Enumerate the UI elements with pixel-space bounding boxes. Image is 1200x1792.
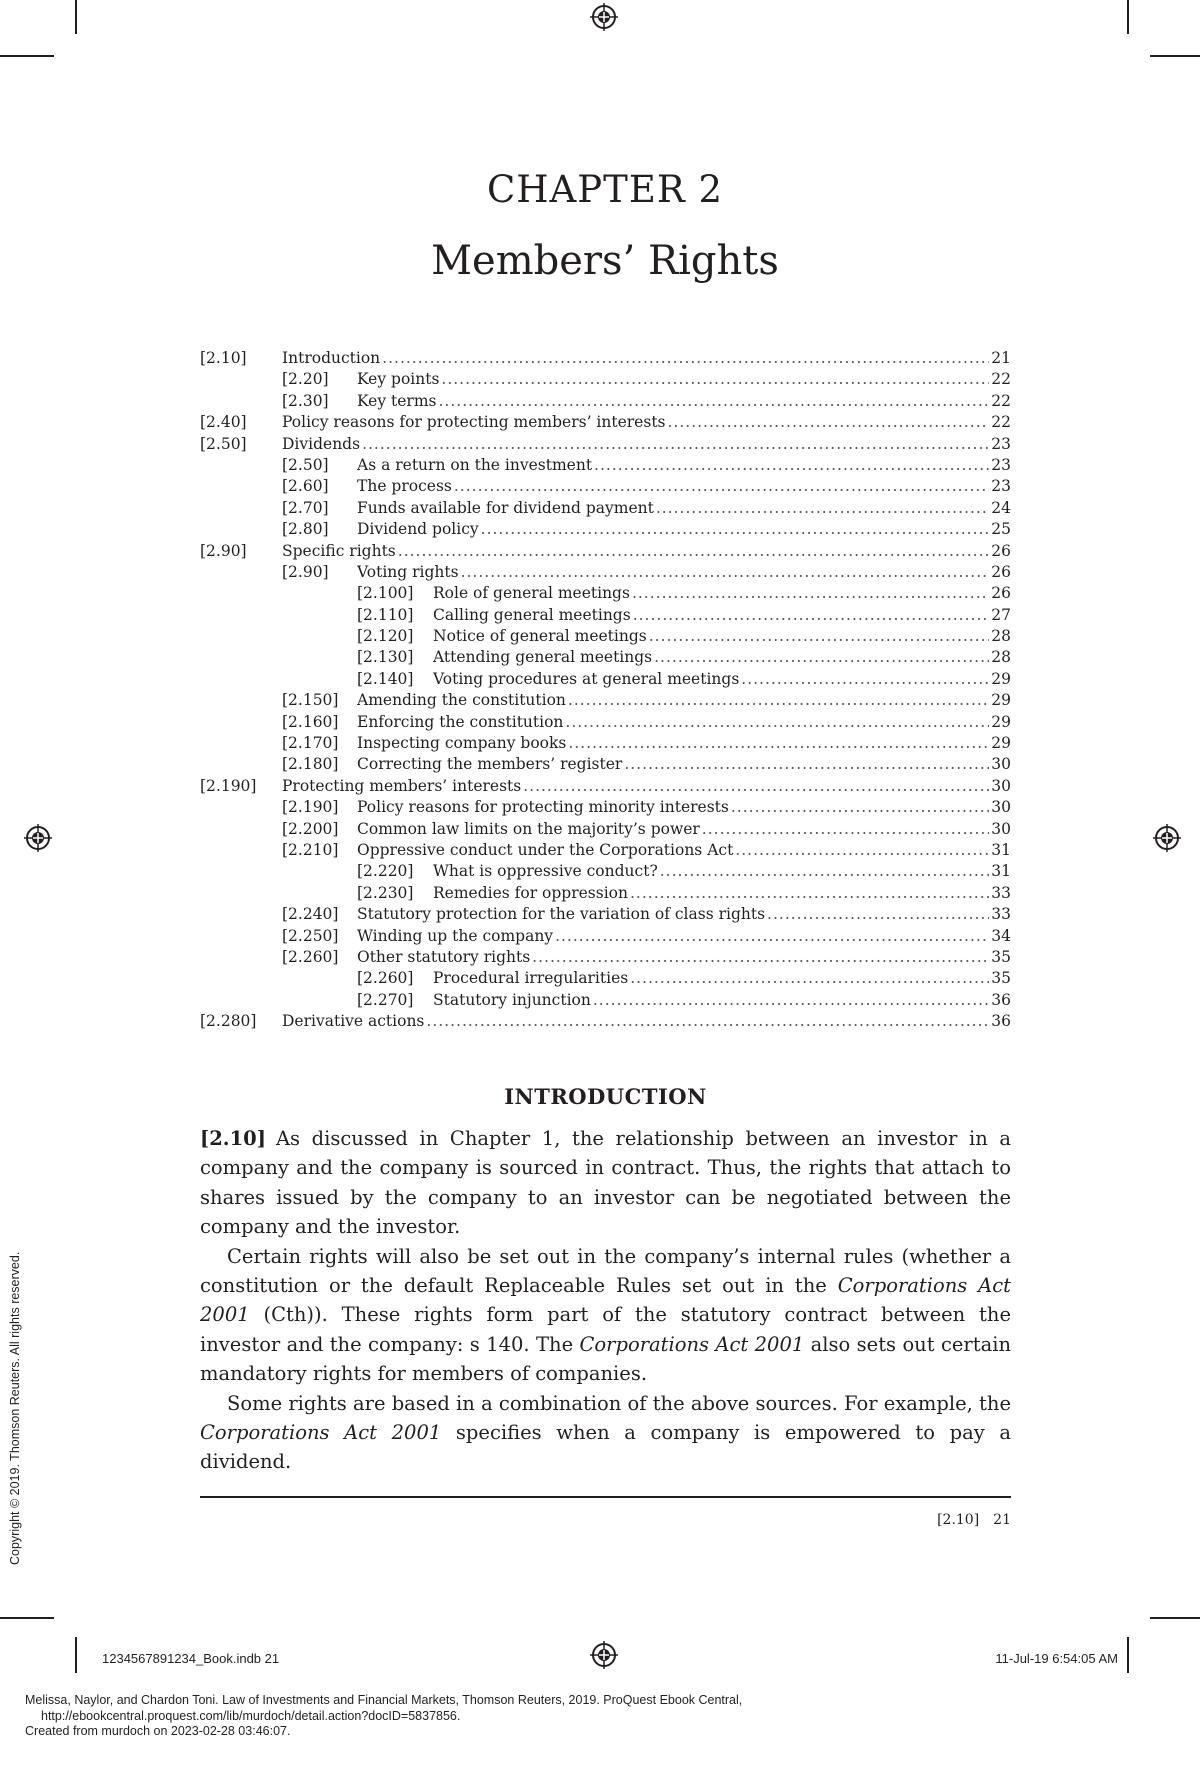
toc-leader — [741, 669, 989, 690]
toc-number: [2.200] — [282, 819, 339, 838]
section-heading: INTRODUCTION — [504, 1084, 707, 1109]
toc-leader — [454, 476, 989, 497]
toc-title: Voting procedures at general meetings — [433, 669, 741, 690]
toc-page: 23 — [989, 434, 1011, 455]
toc-entry[interactable] — [200, 348, 1011, 369]
toc-number: [2.100] — [357, 584, 414, 603]
toc-entry[interactable] — [200, 391, 1011, 412]
toc-title: Derivative actions — [282, 1011, 426, 1032]
toc-number: [2.30] — [282, 391, 329, 410]
toc-page: 36 — [989, 990, 1011, 1011]
toc-leader — [594, 455, 989, 476]
toc-leader — [481, 519, 990, 540]
toc-number: [2.190] — [282, 798, 339, 817]
toc-number: [2.140] — [357, 669, 414, 688]
toc-number: [2.280] — [200, 1012, 257, 1031]
toc-title: Dividend policy — [357, 519, 481, 540]
toc-page: 26 — [989, 562, 1011, 583]
citation-link[interactable]: http://ebookcentral.proquest.com/lib/murdoch/detail.action?docID=5837856. — [41, 1708, 461, 1723]
toc-page: 21 — [989, 348, 1011, 369]
toc-leader — [767, 904, 989, 925]
toc-number: [2.40] — [200, 413, 247, 432]
toc-entry[interactable] — [200, 947, 1011, 968]
toc-leader — [441, 369, 989, 390]
chapter-label: CHAPTER 2 — [486, 168, 724, 211]
toc-page: 23 — [989, 476, 1011, 497]
paragraph-3: Some rights are based in a combination of the above sources. For example, the Corporations Act 2001 specifies when a company is empowered to pay a dividend. — [200, 1391, 1011, 1474]
registration-mark-top-icon — [590, 3, 618, 31]
toc-entry[interactable] — [200, 562, 1011, 583]
toc-title: Statutory protection for the variation of class rights — [357, 904, 767, 925]
toc-leader — [654, 647, 989, 668]
toc-title: Enforcing the constitution — [357, 712, 565, 733]
toc-title: Policy reasons for protecting minority interests — [357, 797, 731, 818]
toc-leader — [731, 797, 989, 818]
toc-page: 31 — [989, 861, 1011, 882]
toc-page: 22 — [989, 391, 1011, 412]
toc-page: 30 — [989, 776, 1011, 797]
toc-number: [2.190] — [200, 776, 257, 795]
toc-number: [2.230] — [357, 883, 414, 902]
toc-page: 25 — [989, 519, 1011, 540]
running-footer: [2.10] 21 — [937, 1512, 1011, 1528]
toc-number: [2.20] — [282, 370, 329, 389]
ebook-citation: Melissa, Naylor, and Chardon Toni. Law of Investments and Financial Markets, Thomson Reuters, 2019. ProQuest Ebook Central, http://ebookcentral.proquest.com/lib/murdoch/detail.action?docID=5837856. Created from murdoch on 2023-02-28 03:46:07. — [25, 1693, 743, 1738]
toc-number: [2.80] — [282, 520, 329, 539]
crop-mark-top-right — [1127, 0, 1129, 34]
toc-title: Key points — [357, 369, 441, 390]
toc-number: [2.10] — [200, 349, 247, 367]
toc-leader — [555, 926, 989, 947]
toc-leader — [668, 412, 990, 433]
chapter-title: Members’ Rights — [431, 238, 779, 284]
paragraph-1: [2.10] As discussed in Chapter 1, the relationship between an investor in a company and the company is sourced in contract. Thus, the rights that attach to shares issued by the company to an investor can be negotiated between the company and the investor. — [200, 1127, 1011, 1239]
toc-number: [2.250] — [282, 926, 339, 945]
toc-title: Dividends — [282, 434, 362, 455]
toc-entry[interactable] — [200, 455, 1011, 476]
act-citation: Corporations Act 2001 — [200, 1421, 442, 1445]
toc-leader — [523, 776, 989, 797]
toc-entry[interactable] — [200, 690, 1011, 711]
toc-entry[interactable] — [200, 1011, 1011, 1032]
toc-entry[interactable] — [200, 819, 1011, 840]
toc-page: 34 — [989, 926, 1011, 947]
toc-entry[interactable] — [200, 797, 1011, 818]
toc-entry[interactable] — [200, 476, 1011, 497]
toc-entry[interactable] — [200, 776, 1011, 797]
toc-leader — [630, 883, 989, 904]
toc-number: [2.220] — [357, 862, 414, 881]
toc-number: [2.120] — [357, 627, 414, 646]
toc-number: [2.180] — [282, 755, 339, 774]
toc-page: 29 — [989, 690, 1011, 711]
toc-leader — [632, 583, 989, 604]
act-citation: Corporations Act 2001 — [579, 1332, 805, 1356]
toc-entry[interactable] — [200, 990, 1011, 1011]
toc-title: Oppressive conduct under the Corporations Act — [357, 840, 735, 861]
paragraph-number: [2.10] — [200, 1127, 266, 1150]
toc-page: 28 — [989, 647, 1011, 668]
toc-title: The process — [357, 476, 454, 497]
toc-page: 35 — [989, 947, 1011, 968]
toc-leader — [660, 861, 990, 882]
introduction-body — [200, 1124, 1011, 1477]
toc-entry[interactable] — [200, 926, 1011, 947]
toc-number: [2.170] — [282, 734, 339, 753]
table-of-contents — [200, 348, 1011, 1033]
toc-leader — [568, 733, 989, 754]
toc-title: Remedies for oppression — [433, 883, 630, 904]
toc-title: As a return on the investment — [357, 455, 594, 476]
toc-page: 33 — [989, 883, 1011, 904]
toc-title: Role of general meetings — [433, 583, 632, 604]
toc-page: 29 — [989, 733, 1011, 754]
toc-page: 33 — [989, 904, 1011, 925]
toc-entry[interactable] — [200, 412, 1011, 433]
toc-page: 23 — [989, 455, 1011, 476]
toc-title: Other statutory rights — [357, 947, 532, 968]
toc-title: Common law limits on the majority’s power — [357, 819, 702, 840]
toc-leader — [362, 434, 989, 455]
toc-number: [2.130] — [357, 648, 414, 667]
toc-number: [2.50] — [282, 455, 329, 474]
toc-page: 28 — [989, 626, 1011, 647]
toc-title: Winding up the company — [357, 926, 555, 947]
toc-number: [2.260] — [282, 947, 339, 966]
toc-leader — [438, 391, 989, 412]
footer-rule — [200, 1496, 1011, 1498]
crop-mark-right-bottom — [1150, 1617, 1200, 1619]
toc-entry[interactable] — [200, 434, 1011, 455]
toc-entry[interactable] — [200, 840, 1011, 861]
crop-mark-right-top — [1150, 55, 1200, 57]
toc-page: 31 — [989, 840, 1011, 861]
toc-page: 29 — [989, 712, 1011, 733]
toc-leader — [382, 348, 989, 369]
print-slug-file: 1234567891234_Book.indb 21 — [102, 1651, 280, 1666]
registration-mark-bottom-icon — [590, 1641, 618, 1669]
toc-leader — [735, 840, 989, 861]
toc-title: Inspecting company books — [357, 733, 568, 754]
toc-leader — [633, 605, 990, 626]
toc-title: Protecting members’ interests — [282, 776, 523, 797]
toc-number: [2.110] — [357, 605, 414, 624]
toc-leader — [702, 819, 989, 840]
toc-number: [2.90] — [200, 541, 247, 560]
toc-entry[interactable] — [200, 605, 1011, 626]
crop-mark-left-bottom — [0, 1617, 54, 1619]
toc-leader — [565, 712, 989, 733]
toc-entry[interactable] — [200, 498, 1011, 519]
crop-mark-bottom-right — [1127, 1637, 1129, 1673]
toc-page: 22 — [989, 369, 1011, 390]
toc-leader — [624, 754, 989, 775]
toc-number: [2.270] — [357, 990, 414, 1009]
copyright-notice: Copyright © 2019. Thomson Reuters. All rights reserved. — [8, 1251, 22, 1565]
toc-page: 24 — [989, 498, 1011, 519]
toc-leader — [461, 562, 990, 583]
toc-entry[interactable] — [200, 968, 1011, 989]
toc-entry[interactable] — [200, 883, 1011, 904]
registration-mark-left-icon — [24, 824, 52, 852]
toc-leader — [532, 947, 989, 968]
toc-page: 26 — [989, 541, 1011, 562]
toc-title: Funds available for dividend payment — [357, 498, 656, 519]
toc-title: Amending the constitution — [357, 690, 568, 711]
toc-entry[interactable] — [200, 669, 1011, 690]
toc-leader — [656, 498, 989, 519]
toc-number: [2.70] — [282, 498, 329, 517]
toc-title: Key terms — [357, 391, 438, 412]
toc-entry[interactable] — [200, 861, 1011, 882]
paragraph-2: Certain rights will also be set out in the company’s internal rules (whether a constitution or the default Replaceable Rules set out in the Corporations Act 2001 (Cth)). These rights form part of the statutory contract between the investor and the company: s 140. The Corporations Act 2001 also sets out certain mandatory rights for members of companies. — [200, 1244, 1012, 1386]
registration-mark-right-icon — [1153, 824, 1181, 852]
toc-entry[interactable] — [200, 712, 1011, 733]
toc-leader — [398, 541, 990, 562]
toc-entry[interactable] — [200, 583, 1011, 604]
toc-leader — [593, 990, 989, 1011]
toc-number: [2.210] — [282, 840, 339, 859]
toc-title: Statutory injunction — [433, 990, 593, 1011]
toc-number: [2.90] — [282, 562, 329, 581]
toc-page: 22 — [989, 412, 1011, 433]
toc-title: Procedural irregularities — [433, 968, 630, 989]
toc-title: What is oppressive conduct? — [433, 861, 660, 882]
toc-title: Attending general meetings — [433, 647, 654, 668]
toc-entry[interactable] — [200, 904, 1011, 925]
toc-leader — [568, 690, 989, 711]
toc-number: [2.150] — [282, 691, 339, 710]
toc-title: Calling general meetings — [433, 605, 633, 626]
toc-leader — [649, 626, 990, 647]
toc-entry[interactable] — [200, 733, 1011, 754]
toc-number: [2.50] — [200, 434, 247, 453]
toc-entry[interactable] — [200, 541, 1011, 562]
crop-mark-bottom-left — [75, 1637, 77, 1673]
toc-page: 30 — [989, 797, 1011, 818]
toc-title: Correcting the members’ register — [357, 754, 624, 775]
toc-page: 26 — [989, 583, 1011, 604]
print-slug-date: 11-Jul-19 6:54:05 AM — [995, 1651, 1118, 1666]
toc-title: Introduction — [282, 348, 382, 369]
toc-number: [2.160] — [282, 712, 339, 731]
toc-number: [2.60] — [282, 477, 329, 496]
toc-page: 27 — [989, 605, 1011, 626]
toc-entry[interactable] — [200, 519, 1011, 540]
toc-page: 29 — [989, 669, 1011, 690]
act-citation: Corporations Act 2001 — [200, 1274, 1012, 1327]
toc-title: Notice of general meetings — [433, 626, 649, 647]
crop-mark-left-top — [0, 55, 54, 57]
toc-entry[interactable] — [200, 626, 1011, 647]
toc-page: 36 — [989, 1011, 1011, 1032]
toc-title: Policy reasons for protecting members’ interests — [282, 412, 668, 433]
toc-entry[interactable] — [200, 647, 1011, 668]
toc-title: Specific rights — [282, 541, 398, 562]
toc-number: [2.240] — [282, 905, 339, 924]
toc-page: 30 — [989, 819, 1011, 840]
toc-leader — [426, 1011, 989, 1032]
toc-number: [2.260] — [357, 969, 414, 988]
toc-entry[interactable] — [200, 369, 1011, 390]
toc-page: 30 — [989, 754, 1011, 775]
crop-mark-top-left — [75, 0, 77, 34]
toc-page: 35 — [989, 968, 1011, 989]
toc-leader — [630, 968, 989, 989]
toc-entry[interactable] — [200, 754, 1011, 775]
toc-title: Voting rights — [357, 562, 461, 583]
